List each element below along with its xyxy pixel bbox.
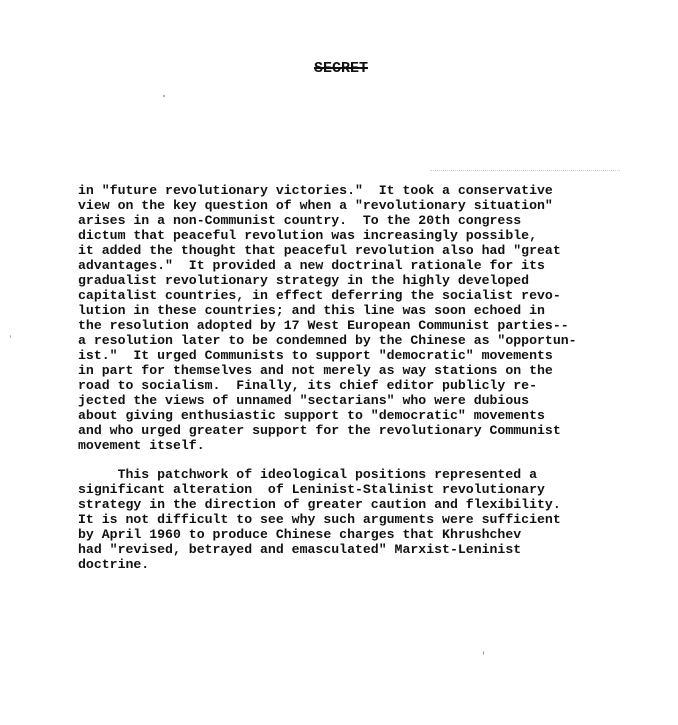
paragraph-2 bbox=[78, 467, 648, 572]
text-line: in "future revolutionary victories." It took a conservative bbox=[78, 183, 553, 198]
text-line: a resolution later to be condemned by the Chinese as "opportun- bbox=[78, 333, 577, 348]
text-line: in part for themselves and not merely as way stations on the bbox=[78, 363, 553, 378]
text-line: view on the key question of when a "revolutionary situation" bbox=[78, 198, 553, 213]
text-line: capitalist countries, in effect deferring the socialist revo- bbox=[78, 288, 561, 303]
classification-marking bbox=[314, 60, 368, 77]
text-line: strategy in the direction of greater caution and flexibility. bbox=[78, 497, 561, 512]
text-line: gradualist revolutionary strategy in the highly developed bbox=[78, 273, 530, 288]
text-line: and who urged greater support for the revolutionary Communist bbox=[78, 423, 561, 438]
text-line: had "revised, betrayed and emasculated" Marxist-Leninist bbox=[78, 542, 522, 557]
text-line: ist." It urged Communists to support "democratic" movements bbox=[78, 348, 553, 363]
text-line: about giving enthusiastic support to "democratic" movements bbox=[78, 408, 545, 423]
text-line: It is not difficult to see why such arguments were sufficient bbox=[78, 512, 561, 527]
text-line: movement itself. bbox=[78, 438, 205, 453]
paragraph-1 bbox=[78, 183, 648, 453]
scan-speck bbox=[163, 95, 165, 97]
document-body bbox=[78, 183, 648, 572]
text-line: doctrine. bbox=[78, 557, 150, 572]
text-line: the resolution adopted by 17 West European Communist parties-- bbox=[78, 318, 569, 333]
text-line: by April 1960 to produce Chinese charges that Khrushchev bbox=[78, 527, 522, 542]
paragraph-spacer bbox=[78, 453, 648, 467]
text-line: advantages." It provided a new doctrinal rationale for its bbox=[78, 258, 545, 273]
text-line: road to socialism. Finally, its chief editor publicly re- bbox=[78, 378, 537, 393]
faint-scan-trace bbox=[430, 170, 620, 172]
text-line: This patchwork of ideological positions represented a bbox=[78, 467, 537, 482]
text-line: dictum that peaceful revolution was increasingly possible, bbox=[78, 228, 537, 243]
scan-speck bbox=[483, 651, 484, 655]
scan-speck bbox=[10, 335, 11, 338]
text-line: significant alteration of Leninist-Stalinist revolutionary bbox=[78, 482, 545, 497]
text-line: jected the views of unnamed "sectarians" who were dubious bbox=[78, 393, 530, 408]
text-line: it added the thought that peaceful revolution also had "great bbox=[78, 243, 561, 258]
text-line: arises in a non-Communist country. To the 20th congress bbox=[78, 213, 522, 228]
text-line: lution in these countries; and this line was soon echoed in bbox=[78, 303, 545, 318]
classification-label: SECRET bbox=[314, 60, 369, 77]
